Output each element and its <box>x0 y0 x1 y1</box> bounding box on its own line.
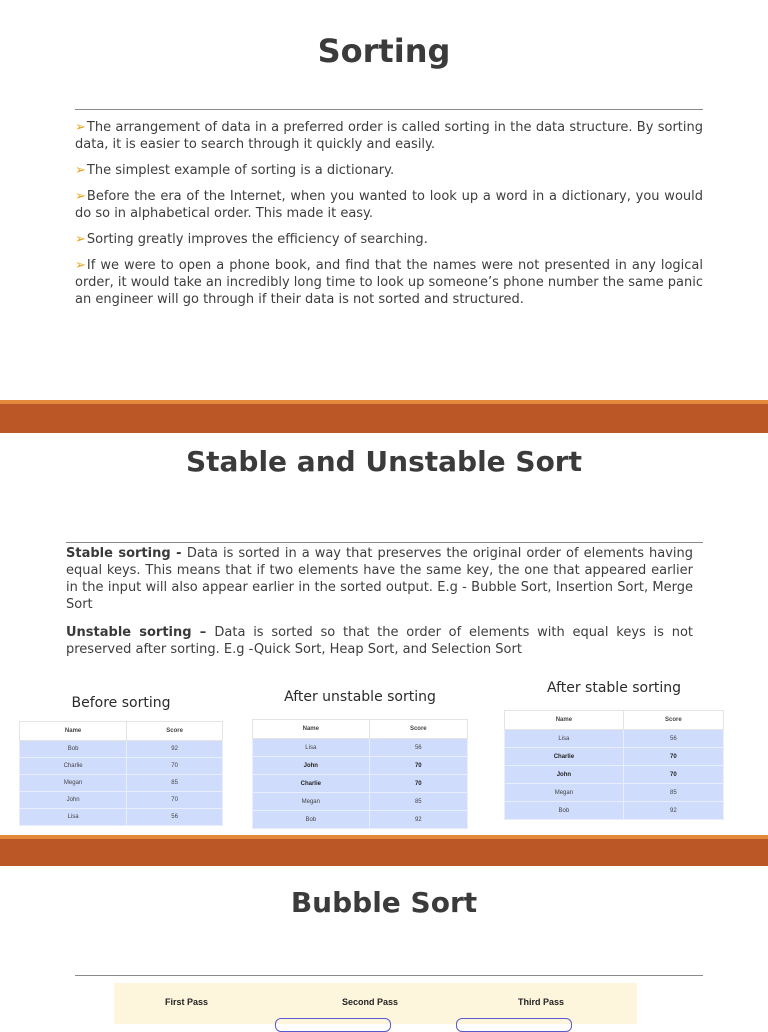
table-row: John 70 <box>505 766 724 784</box>
after-stable-sorting-table <box>504 675 724 820</box>
pass-array-box <box>456 1018 572 1032</box>
unstable-sorting-paragraph <box>66 624 693 658</box>
slide-divider-bar <box>0 835 768 866</box>
title-divider <box>75 975 703 976</box>
table-header-row: Name Score <box>20 722 223 741</box>
table-row: Megan 85 <box>20 775 223 792</box>
arrow-bullet-icon: ➢ <box>75 120 86 135</box>
bullet-item: ➢Before the era of the Internet, when you wanted to look up a word in a dictionary, you would do so in alphabetical order. This made it easy. <box>75 189 703 221</box>
bullet-item: ➢The arrangement of data in a preferred order is called sorting in the data structure. By sorting data, it is easier to search through it quickly and easily. <box>75 120 703 152</box>
table-row: Charlie 70 <box>20 758 223 775</box>
score-table <box>19 721 223 826</box>
arrow-bullet-icon: ➢ <box>75 232 86 247</box>
arrow-bullet-icon: ➢ <box>75 163 86 178</box>
bullet-list <box>75 119 703 317</box>
arrow-bullet-icon: ➢ <box>75 258 86 273</box>
title-divider <box>75 109 703 110</box>
table-row: John 70 <box>253 757 468 775</box>
table-row: Charlie 70 <box>505 748 724 766</box>
slide-title: Stable and Unstable Sort <box>185 445 583 478</box>
table-row: Bob 92 <box>20 741 223 758</box>
score-table <box>504 710 724 820</box>
table-row: Lisa 56 <box>505 730 724 748</box>
table-caption: After unstable sorting <box>284 689 436 705</box>
pass-label-third: Third Pass <box>518 997 565 1007</box>
bullet-item: ➢If we were to open a phone book, and find that the names were not presented in any logical order, it would take an incredibly long time to look up someone’s phone number the same panic an engineer will go through if their data is not sorted and structured. <box>75 258 703 307</box>
pass-label-first: First Pass <box>165 997 209 1007</box>
bubble-sort-diagram <box>114 983 637 1024</box>
unstable-sorting-text: Data is sorted so that the order of elements with equal keys is not preserved after sorting. E.g -Quick Sort, Heap Sort, and Selection Sort <box>66 625 693 657</box>
slide-divider-bar <box>0 400 768 433</box>
score-table <box>252 719 468 829</box>
table-row: Lisa 56 <box>253 739 468 757</box>
bullet-item: ➢Sorting greatly improves the efficiency of searching. <box>75 232 428 247</box>
stable-sorting-text: Data is sorted in a way that preserves the original order of elements having equal keys. This means that if two elements have the same key, the one that appeared earlier in the input will also appear earlier in the sorted output. E.g - Bubble Sort, Insertion Sort, Merge Sort <box>66 546 693 612</box>
slide-stable-unstable <box>0 433 768 835</box>
after-unstable-sorting-table <box>252 684 468 829</box>
slide-title: Bubble Sort <box>290 886 478 919</box>
stable-sorting-label: Stable sorting - <box>66 546 187 561</box>
table-row: Bob 92 <box>505 802 724 820</box>
table-row: Lisa 56 <box>20 809 223 826</box>
table-row: Megan 85 <box>505 784 724 802</box>
slide-title: Sorting <box>317 32 451 70</box>
table-caption: After stable sorting <box>546 680 682 696</box>
arrow-bullet-icon: ➢ <box>75 189 86 204</box>
unstable-sorting-label: Unstable sorting – <box>66 625 215 640</box>
table-row: Bob 92 <box>253 811 468 829</box>
table-caption: Before sorting <box>71 695 171 711</box>
bullet-item: ➢The simplest example of sorting is a dictionary. <box>75 163 395 178</box>
divider-stripe <box>0 400 768 404</box>
before-sorting-table <box>19 690 223 826</box>
table-header-row: Name Score <box>253 720 468 739</box>
table-header-row: Name Score <box>505 711 724 730</box>
table-row: Charlie 70 <box>253 775 468 793</box>
pass-label-second: Second Pass <box>342 997 399 1007</box>
table-row: John 70 <box>20 792 223 809</box>
stable-sorting-paragraph <box>66 545 693 613</box>
title-divider <box>66 542 703 543</box>
table-row: Megan 85 <box>253 793 468 811</box>
pass-array-box <box>275 1018 391 1032</box>
slide-sorting <box>0 0 768 400</box>
divider-stripe <box>0 835 768 839</box>
